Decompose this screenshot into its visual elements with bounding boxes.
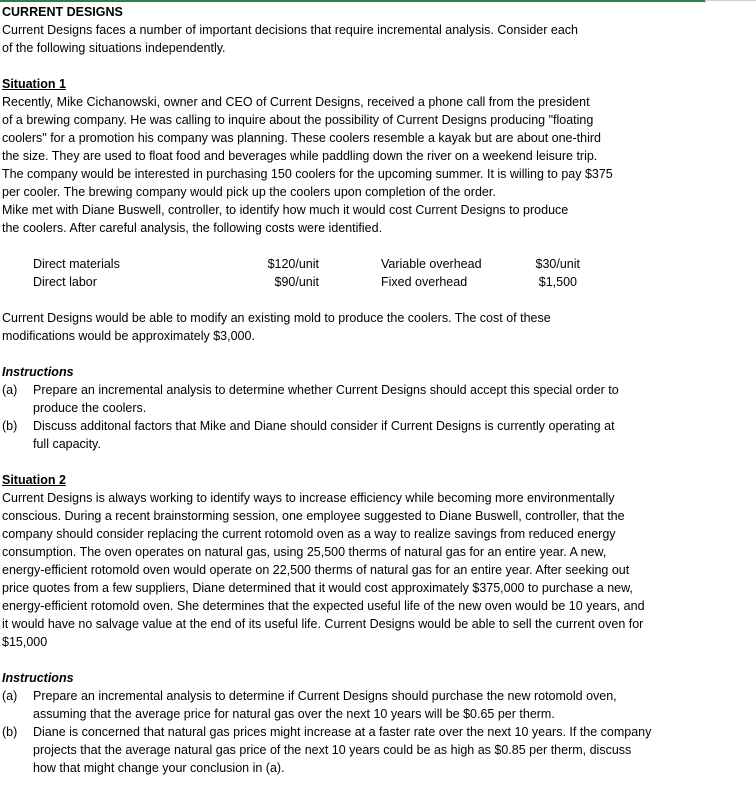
instruction-label: (b): [2, 419, 18, 433]
cost-value: $30/unit: [535, 257, 580, 271]
situation-1-text: the coolers. After careful analysis, the following costs were identified.: [2, 221, 383, 235]
cost-value: $1,500: [538, 275, 577, 289]
instruction-label: (b): [2, 725, 18, 739]
column-gridline: [705, 0, 706, 3]
instruction-text: assuming that the average price for natural gas over the next 10 years will be $0.65 per therm.: [33, 707, 555, 721]
instruction-text: full capacity.: [33, 437, 101, 451]
situation-1-text: coolers" for a promotion his company was planning. These coolers resemble a kayak but are about one-third: [2, 131, 601, 145]
cost-label: Fixed overhead: [381, 275, 468, 289]
situation-1-text: Mike met with Diane Buswell, controller, to identify how much it would cost Current Designs to produce: [2, 203, 569, 217]
situation-1-text: modifications would be approximately $3,000.: [2, 329, 255, 343]
situation-1-text: of a brewing company. He was calling to inquire about the possibility of Current Designs producing "floating: [2, 113, 594, 127]
situation-1-text: The company would be interested in purchasing 150 coolers for the upcoming summer. It is willing to pay $375: [2, 167, 613, 181]
instruction-label: (a): [2, 689, 18, 703]
instruction-text: Discuss additonal factors that Mike and Diane should consider if Current Designs is currently operating at: [33, 419, 615, 433]
situation-1-text: Recently, Mike Cichanowski, owner and CEO of Current Designs, received a phone call from the president: [2, 95, 590, 109]
document-title: CURRENT DESIGNS: [2, 5, 123, 19]
cost-label: Direct materials: [33, 257, 120, 271]
situation-2-text: energy-efficient rotomold oven. She determines that the expected useful life of the new oven would be 10 years, and: [2, 599, 645, 613]
instruction-label: (a): [2, 383, 18, 397]
situation-1-text: per cooler. The brewing company would pick up the coolers upon completion of the order.: [2, 185, 496, 199]
instruction-text: how that might change your conclusion in (a).: [33, 761, 285, 775]
instruction-text: Prepare an incremental analysis to determine if Current Designs should purchase the new rotomold oven,: [33, 689, 617, 703]
cost-label: Direct labor: [33, 275, 97, 289]
situation-2-text: $15,000: [2, 635, 48, 649]
instructions-heading: Instructions: [2, 365, 74, 379]
instructions-heading: Instructions: [2, 671, 74, 685]
instruction-text: Prepare an incremental analysis to determine whether Current Designs should accept this special order to: [33, 383, 619, 397]
situation-2-text: conscious. During a recent brainstorming session, one employee suggested to Diane Buswell, controller, that the: [2, 509, 625, 523]
situation-2-text: it would have no salvage value at the end of its useful life. Current Designs would be able to sell the current oven for: [2, 617, 644, 631]
instruction-text: Diane is concerned that natural gas prices might increase at a faster rate over the next 10 years. If the company: [33, 725, 652, 739]
situation-2-text: Current Designs is always working to identify ways to increase efficiency while becoming more environmentally: [2, 491, 615, 505]
situation-1-text: the size. They are used to float food and beverages while paddling down the river on a weekend leisure trip.: [2, 149, 598, 163]
situation-2-text: price quotes from a few suppliers, Diane determined that it would cost approximately $375,000 to purchase a new,: [2, 581, 633, 595]
situation-2-text: company should consider replacing the current rotomold oven as a way to realize savings from reduced energy: [2, 527, 616, 541]
situation-1-text: Current Designs would be able to modify an existing mold to produce the coolers. The cost of these: [2, 311, 551, 325]
instruction-text: produce the coolers.: [33, 401, 147, 415]
header-gridline: [705, 0, 756, 1]
situation-1-heading: Situation 1: [2, 77, 66, 91]
header-accent-line: [0, 0, 705, 2]
instruction-text: projects that the average natural gas price of the next 10 years could be as high as $0.85 per therm, discuss: [33, 743, 632, 757]
situation-2-text: consumption. The oven operates on natural gas, using 25,500 therms of natural gas for an entire year. A new,: [2, 545, 607, 559]
intro-line: Current Designs faces a number of important decisions that require incremental analysis. Consider each: [2, 23, 578, 37]
cost-value: $120/unit: [267, 257, 319, 271]
intro-line: of the following situations independently.: [2, 41, 226, 55]
cost-label: Variable overhead: [381, 257, 482, 271]
cost-value: $90/unit: [274, 275, 319, 289]
situation-2-text: energy-efficient rotomold oven would operate on 22,500 therms of natural gas for an entire year. After seeking out: [2, 563, 630, 577]
situation-2-heading: Situation 2: [2, 473, 66, 487]
